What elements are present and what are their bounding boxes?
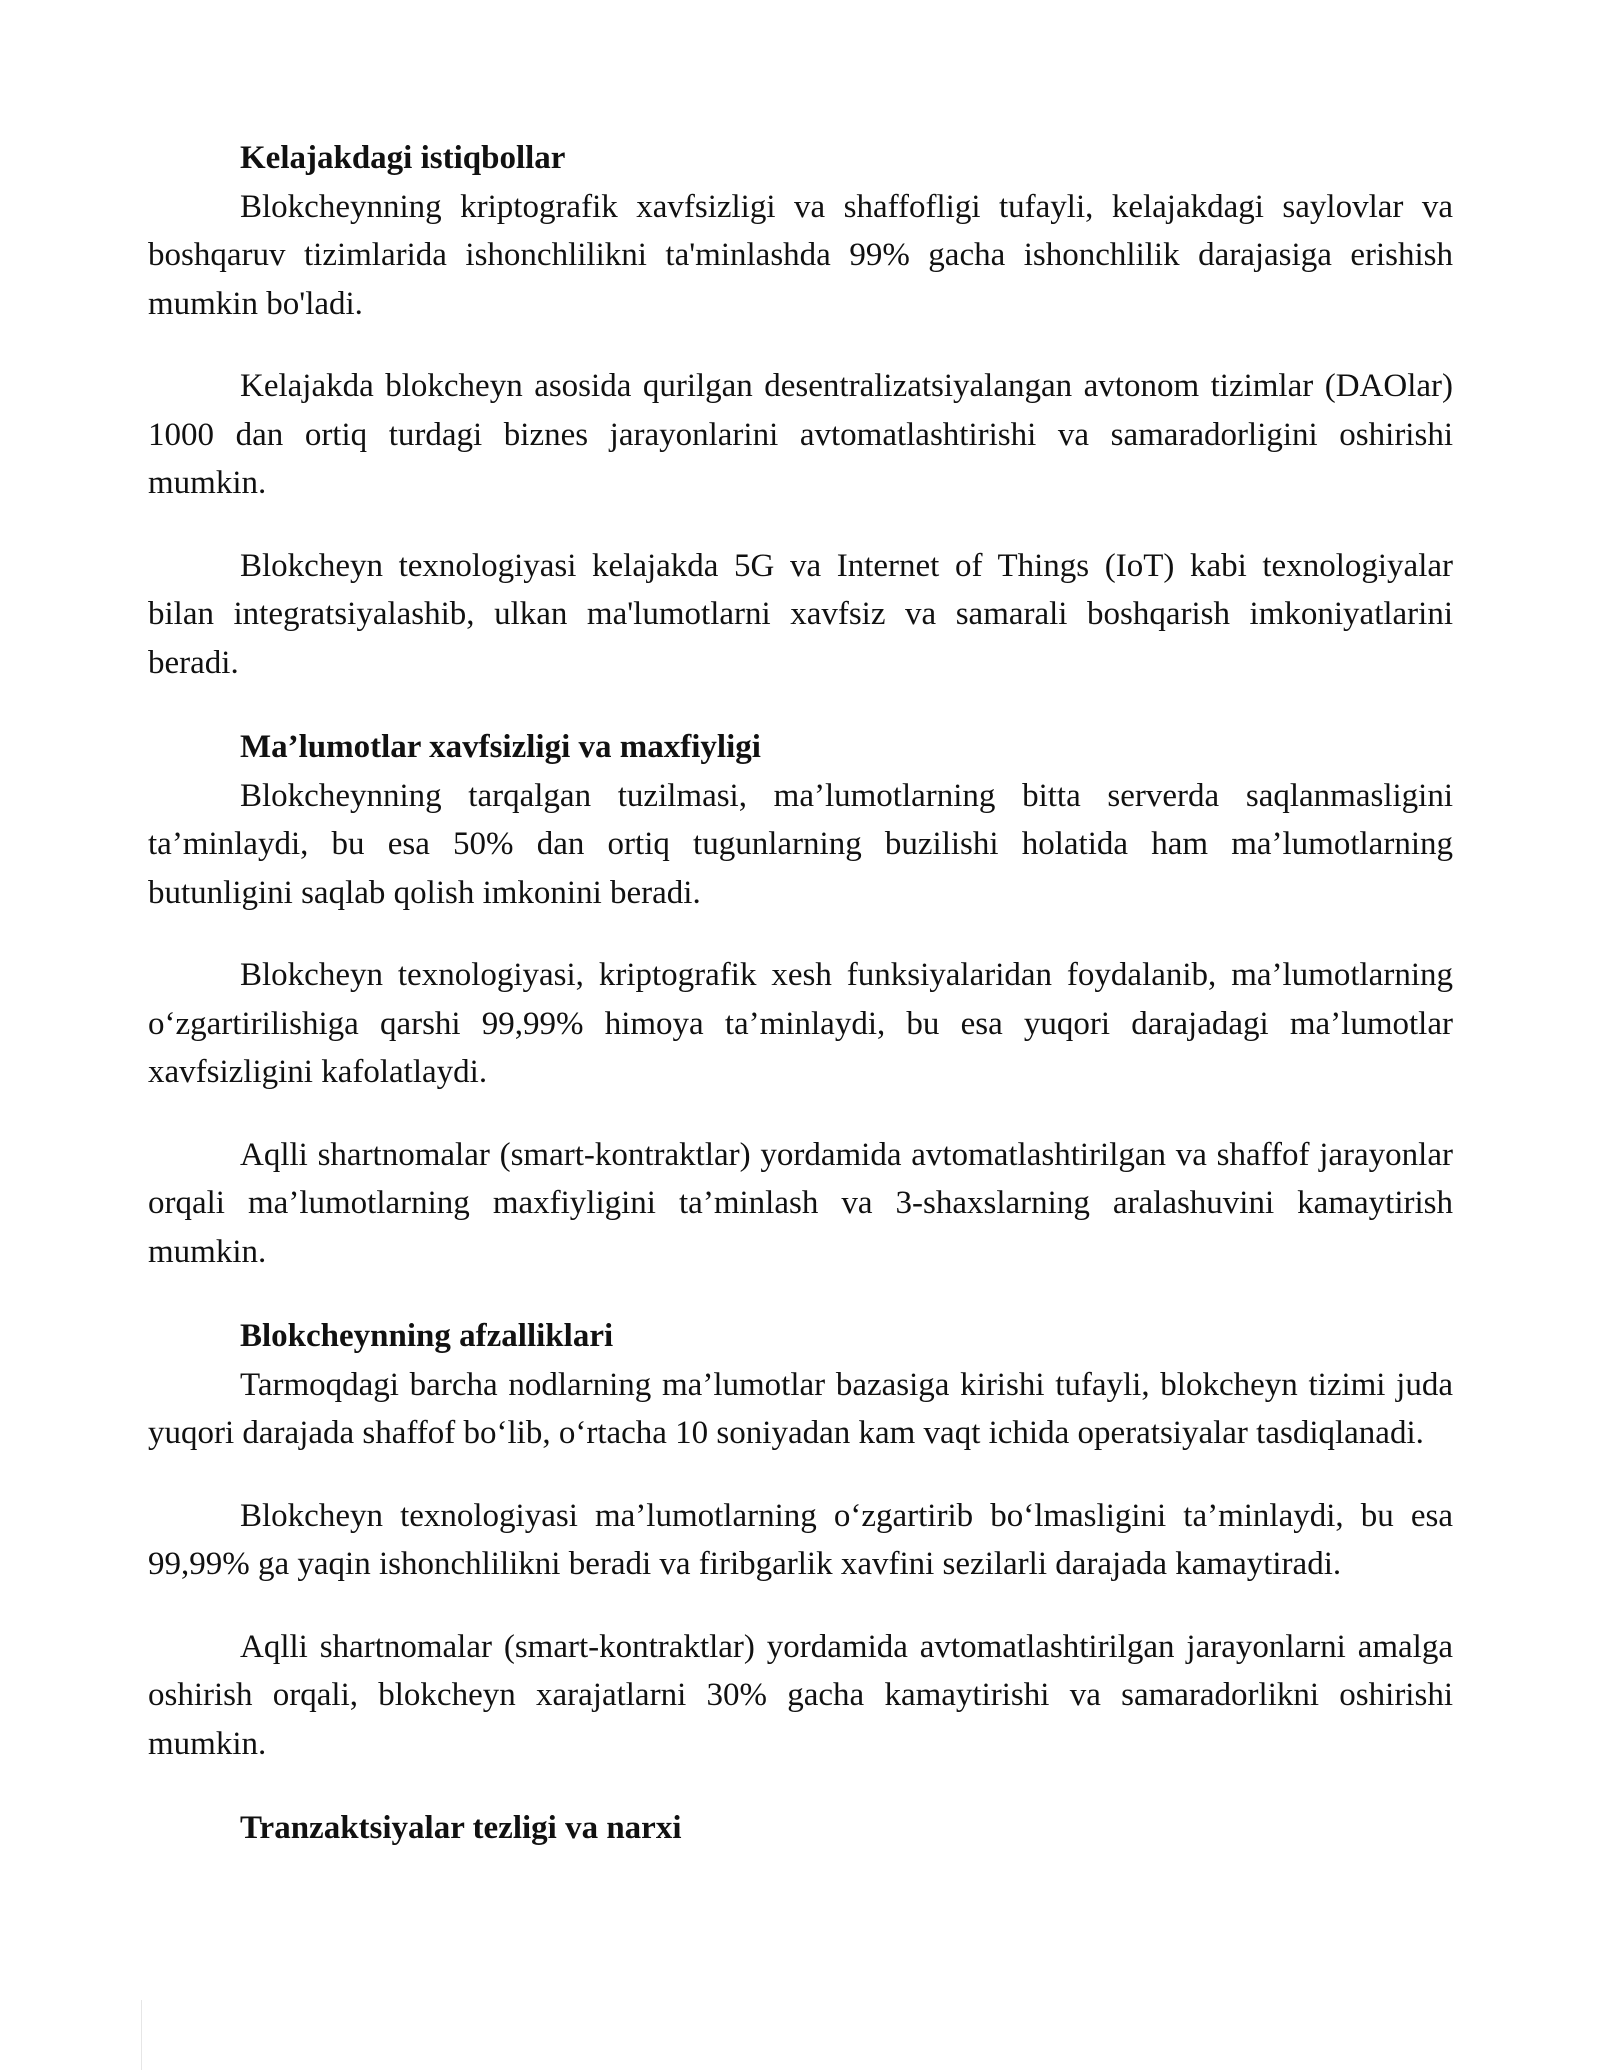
page-edge-divider [141,2000,142,2070]
paragraph: Blokcheynning kriptografik xavfsizligi va shaffofligi tufayli, kelajakdagi saylovlar va boshqaruv tizimlarida ishonchlilikni ta'minlashda 99% gacha ishonchlilik darajasiga erishish mumkin bo'ladi. [148,188,1453,322]
paragraph: Blokcheyn texnologiyasi kelajakda 5G va Internet of Things (IoT) kabi texnologiyalar bilan integratsiyalashib, ulkan ma'lumotlarni xavfsiz va samarali boshqarish imkoniyatlarini beradi. [148,547,1453,681]
paragraph: Tarmoqdagi barcha nodlarning ma’lumotlar bazasiga kirishi tufayli, blokcheyn tizimi juda yuqori darajada shaffof bo‘lib, o‘rtacha 10 soniyadan kam vaqt ichida operatsiyalar tasdiqlanadi. [148,1366,1453,1451]
paragraph: Aqlli shartnomalar (smart-kontraktlar) yordamida avtomatlashtirilgan jarayonlarni amalga oshirish orqali, blokcheyn xarajatlarni 30% gacha kamaytirishi va samaradorlikni oshirishi mumkin. [148,1628,1453,1762]
section-blokcheyn-afzalliklari [148,1312,1453,1768]
paragraph: Aqlli shartnomalar (smart-kontraktlar) yordamida avtomatlashtirilgan va shaffof jarayonlar orqali ma’lumotlarning maxfiyligini ta’minlash va 3-shaxslarning aralashuvini kamaytirish mumkin. [148,1136,1453,1270]
section-heading: Tranzaktsiyalar tezligi va narxi [240,1810,682,1846]
section-heading: Ma’lumotlar xavfsizligi va maxfiyligi [240,729,761,765]
section-heading: Blokcheynning afzalliklari [240,1318,614,1354]
section-heading: Kelajakdagi istiqbollar [240,140,566,176]
paragraph: Blokcheyn texnologiyasi ma’lumotlarning o‘zgartirib bo‘lmasligini ta’minlaydi, bu esa 99,99% ga yaqin ishonchlilikni beradi va firibgarlik xavfini sezilarli darajada kamaytiradi. [148,1497,1453,1582]
paragraph: Blokcheynning tarqalgan tuzilmasi, ma’lumotlarning bitta serverda saqlanmasligini ta’minlaydi, bu esa 50% dan ortiq tugunlarning buzilishi holatida ham ma’lumotlarning butunligini saqlab qolish imkonini beradi. [148,777,1453,911]
section-kelajakdagi-istiqbollar [148,134,1453,687]
section-malumotlar-xavfsizligi [148,723,1453,1276]
paragraph: Kelajakda blokcheyn asosida qurilgan desentralizatsiyalangan avtonom tizimlar (DAOlar) 1000 dan ortiq turdagi biznes jarayonlarini avtomatlashtirishi va samaradorligini oshirishi mumkin. [148,368,1453,501]
section-tranzaktsiyalar [148,1804,1453,1853]
paragraph: Blokcheyn texnologiyasi, kriptografik xesh funksiyalaridan foydalanib, ma’lumotlarning o‘zgartirilishiga qarshi 99,99% himoya ta’minlaydi, bu esa yuqori darajadagi ma’lumotlar xavfsizligini kafolatlaydi. [148,957,1453,1090]
document-body [148,134,1453,1889]
